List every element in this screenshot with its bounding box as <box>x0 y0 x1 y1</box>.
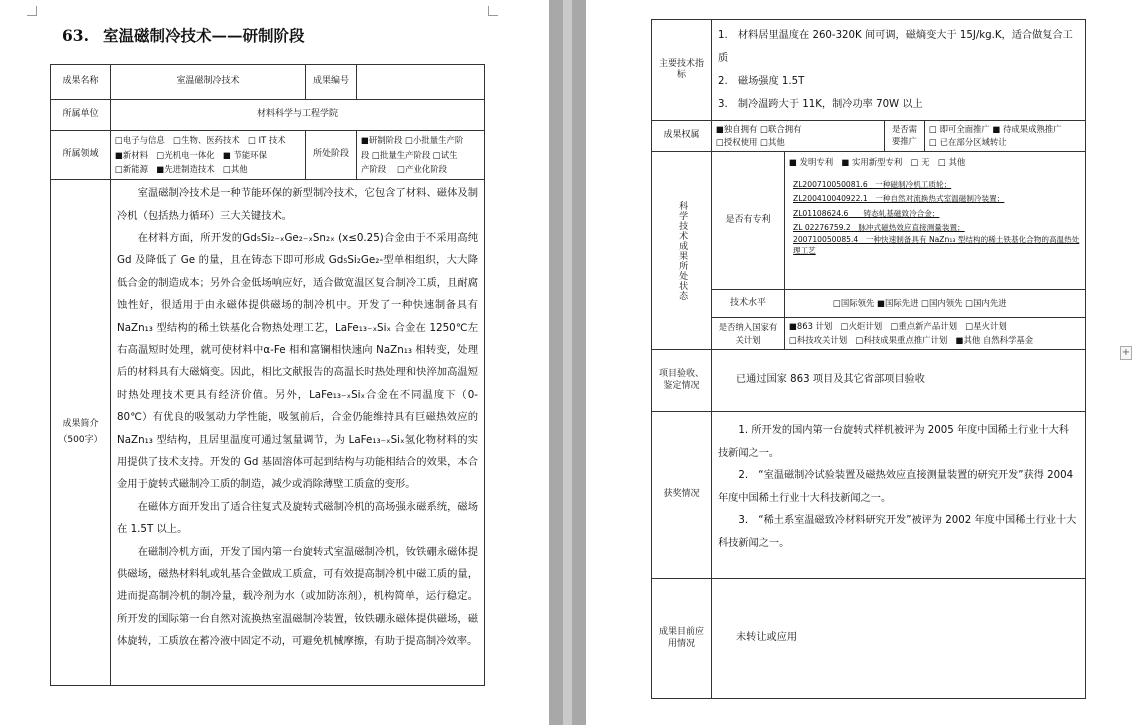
unit-value: 材料科学与工程学院 <box>111 100 485 131</box>
section-number: 63. <box>62 26 89 45</box>
stage-label: 所处阶段 <box>306 131 357 180</box>
field-line: ■新材料 □光机电一体化 ■ 节能环保 <box>115 149 268 160</box>
tech-item: 2. 磁场强度 1.5T <box>718 76 805 87</box>
promote-line: □ 已在部分区域转让 <box>929 137 1007 147</box>
apply-value: 未转让或应用 <box>712 579 1086 699</box>
rights-options <box>712 121 885 152</box>
tech-item: 3. 制冷温跨大于 11K，制冷功率 70W 以上 <box>718 99 923 110</box>
patent-cell <box>785 152 1086 290</box>
stage-line: ■研制阶段 □小批量生产阶 <box>361 135 464 145</box>
patent-label: 是否有专利 <box>712 152 785 290</box>
field-label: 所属领域 <box>51 131 111 180</box>
result-no-label: 成果编号 <box>306 65 357 100</box>
promote-options <box>925 121 1086 152</box>
rights-label: 成果权属 <box>652 121 712 152</box>
page-gutter-edge <box>563 0 572 725</box>
intro-label-cell <box>51 180 111 686</box>
intro-paragraph: 室温磁制冷技术是一种节能环保的新型制冷技术，它包含了材料、磁体及制冷机（包括热力循环）三大关键技术。 <box>117 187 478 222</box>
result-info-table <box>50 64 485 686</box>
award-item: 2. “室温磁制冷试验装置及磁热效应直接测量装置的研究开发”获得 2004 年度中国稀土行业十大科技新闻之一。 <box>718 470 1074 504</box>
result-name-value: 室温磁制冷技术 <box>111 65 306 100</box>
status-label-cell <box>652 152 712 350</box>
stage-line: 段 □批量生产阶段 □试生 <box>361 149 458 160</box>
plan-label: 是否纳入国家有关计划 <box>712 318 785 350</box>
tech-label: 主要技术指标 <box>652 20 712 121</box>
rights-line: □授权使用 □其他 <box>716 137 785 147</box>
stage-line: 产阶段 □产业化阶段 <box>361 164 447 175</box>
level-options: □国际领先 ■国际先进 □国内领先 □国内先进 <box>785 290 1086 318</box>
patent-entry: 200710050085.4 一种快速制备具有 NaZn₁₃ 型结构的稀土铁基化合物的高温热处理工艺 <box>793 235 1080 256</box>
intro-label: 成果简介 <box>62 419 99 430</box>
crop-mark <box>488 6 498 16</box>
award-list <box>712 412 1086 579</box>
intro-note: （500字） <box>58 434 103 445</box>
unit-label: 所属单位 <box>51 100 111 131</box>
intro-paragraph: 在材料方面，所开发的Gd₅Si₂₋ₓGe₂₋ₓSn₂ₓ (x≤0.25)合金由于不采用高纯 Gd 及降低了 Ge 的量，且在铸态下即可形成 Gd₅Si₂Ge₂-型单相组织，大大降低合金的制造成本；另外合金低场响应好，适合做宽温区复合制冷工质，且耐腐蚀性好，很适用于由永磁体提供磁场的制冷机中。开发了一种快速制备具有 NaZn₁₃ 型结构的稀土铁基化合物热处理工艺，LaFe₁₃₋ₓSiₓ 合金在 1250℃左右高温短时处理，就可使材料中α-Fe 相和富镧相快速向 NaZn₁₃ 相转变，处理后的材料具有大磁熵变。因此，相比文献报告的高温长时热处理和快淬加高温短时热处理技术更具有经济价值。另外，LaFe₁₃₋ₓSiₓ合金在不同温度下（0-80℃）有优良的吸氢动力学性能，吸氢前后，合金仍能维持具有巨磁热效应的 NaZn₁₃ 型结构，且居里温度可通过氢量调节，为 LaFe₁₃₋ₓSiₓ氢化物材料的实用提供了技术支持。开发的 Gd 基固溶体可起到结构与功能相结合的效果，本合金用于旋转式磁制冷工质的制造，减少或消除薄壁工质盒的变形。 <box>117 231 478 491</box>
intro-paragraph: 在磁体方面开发出了适合往复式及旋转式磁制冷机的高场强永磁系统，磁场在 1.5T 以上。 <box>117 500 478 536</box>
promote-label: 是否需要推广 <box>885 121 925 152</box>
plan-line: □科技攻关计划 □科技成果重点推广计划 ■其他 自然科学基金 <box>789 334 1034 345</box>
crop-mark <box>27 6 37 16</box>
status-label: 科学技术成果所处状态 <box>677 200 688 301</box>
accept-label: 项目验收、鉴定情况 <box>652 350 712 412</box>
patent-types: ■ 发明专利 ■ 实用新型专利 □ 无 □ 其他 <box>789 157 966 167</box>
result-status-table <box>651 19 1086 699</box>
intro-paragraph: 在磁制冷机方面，开发了国内第一台旋转式室温磁制冷机，钕铁硼永磁体提供磁场，磁热材料轧或轧基合金做成工质盒，可有效提高制冷机中磁工质的量，进而提高制冷机的制冷量，载冷剂为水（或加防冻剂），机构简单，运行稳定。所开发的国际第一台自然对流换热室温磁制冷装置，钕铁硼永磁体提供磁场，磁体旋转，工质放在蓄冷液中固定不动，可避免机械摩擦，有助于提高制冷效率。 <box>117 545 478 648</box>
document-page-right <box>586 0 1134 725</box>
plan-options <box>785 318 1086 350</box>
patent-entry: ZL200410040922.1 一种自然对流换热式室温磁制冷装置； <box>793 194 1005 204</box>
level-label: 技术水平 <box>712 290 785 318</box>
result-no-value <box>357 65 485 100</box>
award-item: 3. “稀土系室温磁致冷材料研究开发”被评为 2002 年度中国稀土行业十大科技新闻之一。 <box>718 515 1077 549</box>
award-item: 1. 所开发的国内第一台旋转式样机被评为 2005 年度中国稀土行业十大科技新闻之一。 <box>718 425 1069 459</box>
stage-options <box>357 131 485 180</box>
tech-items <box>712 20 1086 121</box>
intro-text <box>111 180 485 686</box>
field-line: □新能源 ■先进制造技术 □其他 <box>115 164 248 175</box>
patent-entry: ZL200710050081.6 一种磁制冷机工质轮； <box>793 179 952 189</box>
section-title: 室温磁制冷技术——研制阶段 <box>102 26 305 45</box>
patent-entry: ZL 02276759.2 脉冲式磁热效应直接测量装置； <box>793 222 965 232</box>
field-line: □电子与信息 □生物、医药技术 □ IT 技术 <box>115 135 286 145</box>
tech-item: 1. 材料居里温度在 260-320K 间可调，磁熵变大于 15J/kg.K，适合做复合工质 <box>718 30 1073 64</box>
promote-line: □ 即可全面推广 ■ 待成果成熟推广 <box>929 124 1062 135</box>
result-name-label: 成果名称 <box>51 65 111 100</box>
patent-entry: ZL01108624.6 铸态轧基磁致冷合金； <box>793 208 940 218</box>
accept-value: 已通过国家 863 项目及其它省部项目验收 <box>712 350 1086 412</box>
apply-label: 成果目前应用情况 <box>652 579 712 699</box>
award-label: 获奖情况 <box>652 412 712 579</box>
document-page-left <box>0 0 549 725</box>
add-row-icon[interactable]: + <box>1121 347 1131 358</box>
plan-line: ■863 计划 □火炬计划 □重点新产品计划 □星火计划 <box>789 321 1007 332</box>
section-heading <box>62 24 304 46</box>
rights-line: ■独自拥有 □联合拥有 <box>716 124 802 135</box>
field-options <box>111 131 306 180</box>
